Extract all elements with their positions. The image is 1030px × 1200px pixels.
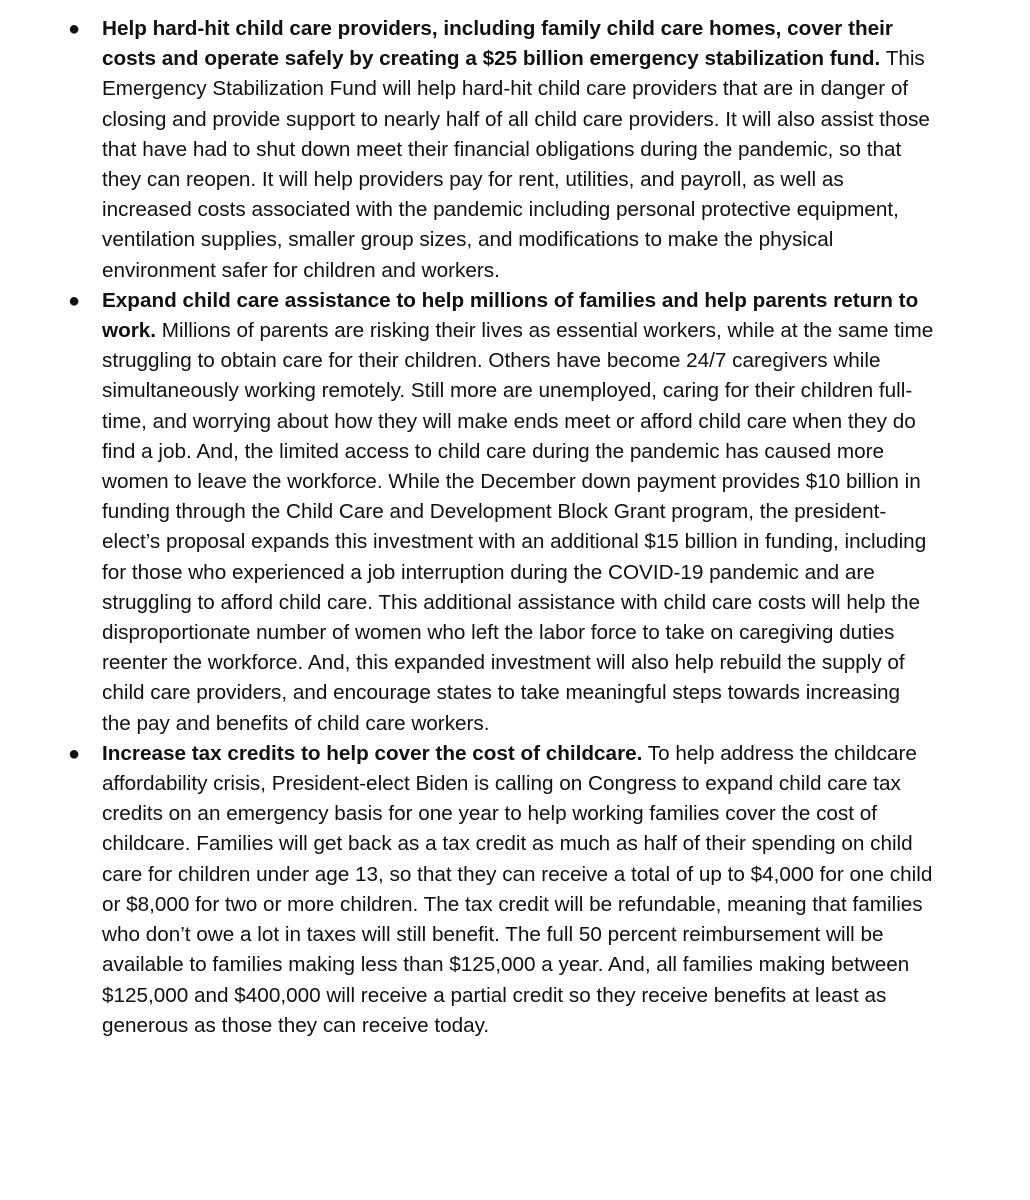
bullet-icon: ● <box>67 18 81 40</box>
list-item <box>0 14 934 286</box>
list-item-lead: Expand child care assistance to help millions of families and help parents return to work. <box>102 288 919 343</box>
bullet-icon: ● <box>67 742 81 765</box>
list-item-lead: Increase tax credits to help cover the cost of childcare. <box>102 741 643 765</box>
list-item <box>0 286 934 739</box>
policy-bullet-list <box>0 14 1030 1041</box>
list-item-body: Millions of parents are risking their lives as essential workers, while at the same time struggling to obtain care for their children. Others have become 24/7 caregivers while simultaneously working remotely. Still more are unemployed, caring for their children full-time, and worrying about how they will make ends meet or afford child care when they do find a job. And, the limited access to child care during the pandemic has caused more women to leave the workforce. While the December down payment provides $10 billion in funding through the Child Care and Development Block Grant program, the president-elect’s proposal expands this investment with an additional $15 billion in funding, including for those who experienced a job interruption during the COVID-19 pandemic and are struggling to afford child care. This additional assistance with child care costs will help the disproportionate number of women who left the labor force to take on caregiving duties reenter the workforce. And, this expanded investment will also help rebuild the supply of child care providers, and encourage states to take meaningful steps towards increasing the pay and benefits of child care workers. <box>102 319 934 735</box>
list-item-text <box>102 286 934 739</box>
list-item-text <box>102 739 934 1041</box>
list-item <box>0 739 934 1041</box>
list-item-text <box>102 14 934 286</box>
list-item-body: This Emergency Stabilization Fund will help hard-hit child care providers that are in danger of closing and provide support to nearly half of all child care providers. It will also assist those that have had to shut down meet their financial obligations during the pandemic, so that they can reopen. It will help providers pay for rent, utilities, and payroll, as well as increased costs associated with the pandemic including personal protective equipment, ventilation supplies, smaller group sizes, and modifications to make the physical environment safer for children and workers. <box>102 47 930 282</box>
list-item-body: To help address the childcare affordability crisis, President-elect Biden is calling on Congress to expand child care tax credits on an emergency basis for one year to help working families cover the cost of childcare. Families will get back as a tax credit as much as half of their spending on child care for children under age 13, so that they can receive a total of up to $4,000 for one child or $8,000 for two or more children. The tax credit will be refundable, meaning that families who don’t owe a lot in taxes will still benefit. The full 50 percent reimbursement will be available to families making less than $125,000 a year. And, all families making between $125,000 and $400,000 will receive a partial credit so they receive benefits at least as generous as those they can receive today. <box>102 741 933 1037</box>
list-item-lead: Help hard-hit child care providers, including family child care homes, cover their costs and operate safely by creating a $25 billion emergency stabilization fund. <box>102 17 893 71</box>
bullet-icon: ● <box>67 289 81 312</box>
